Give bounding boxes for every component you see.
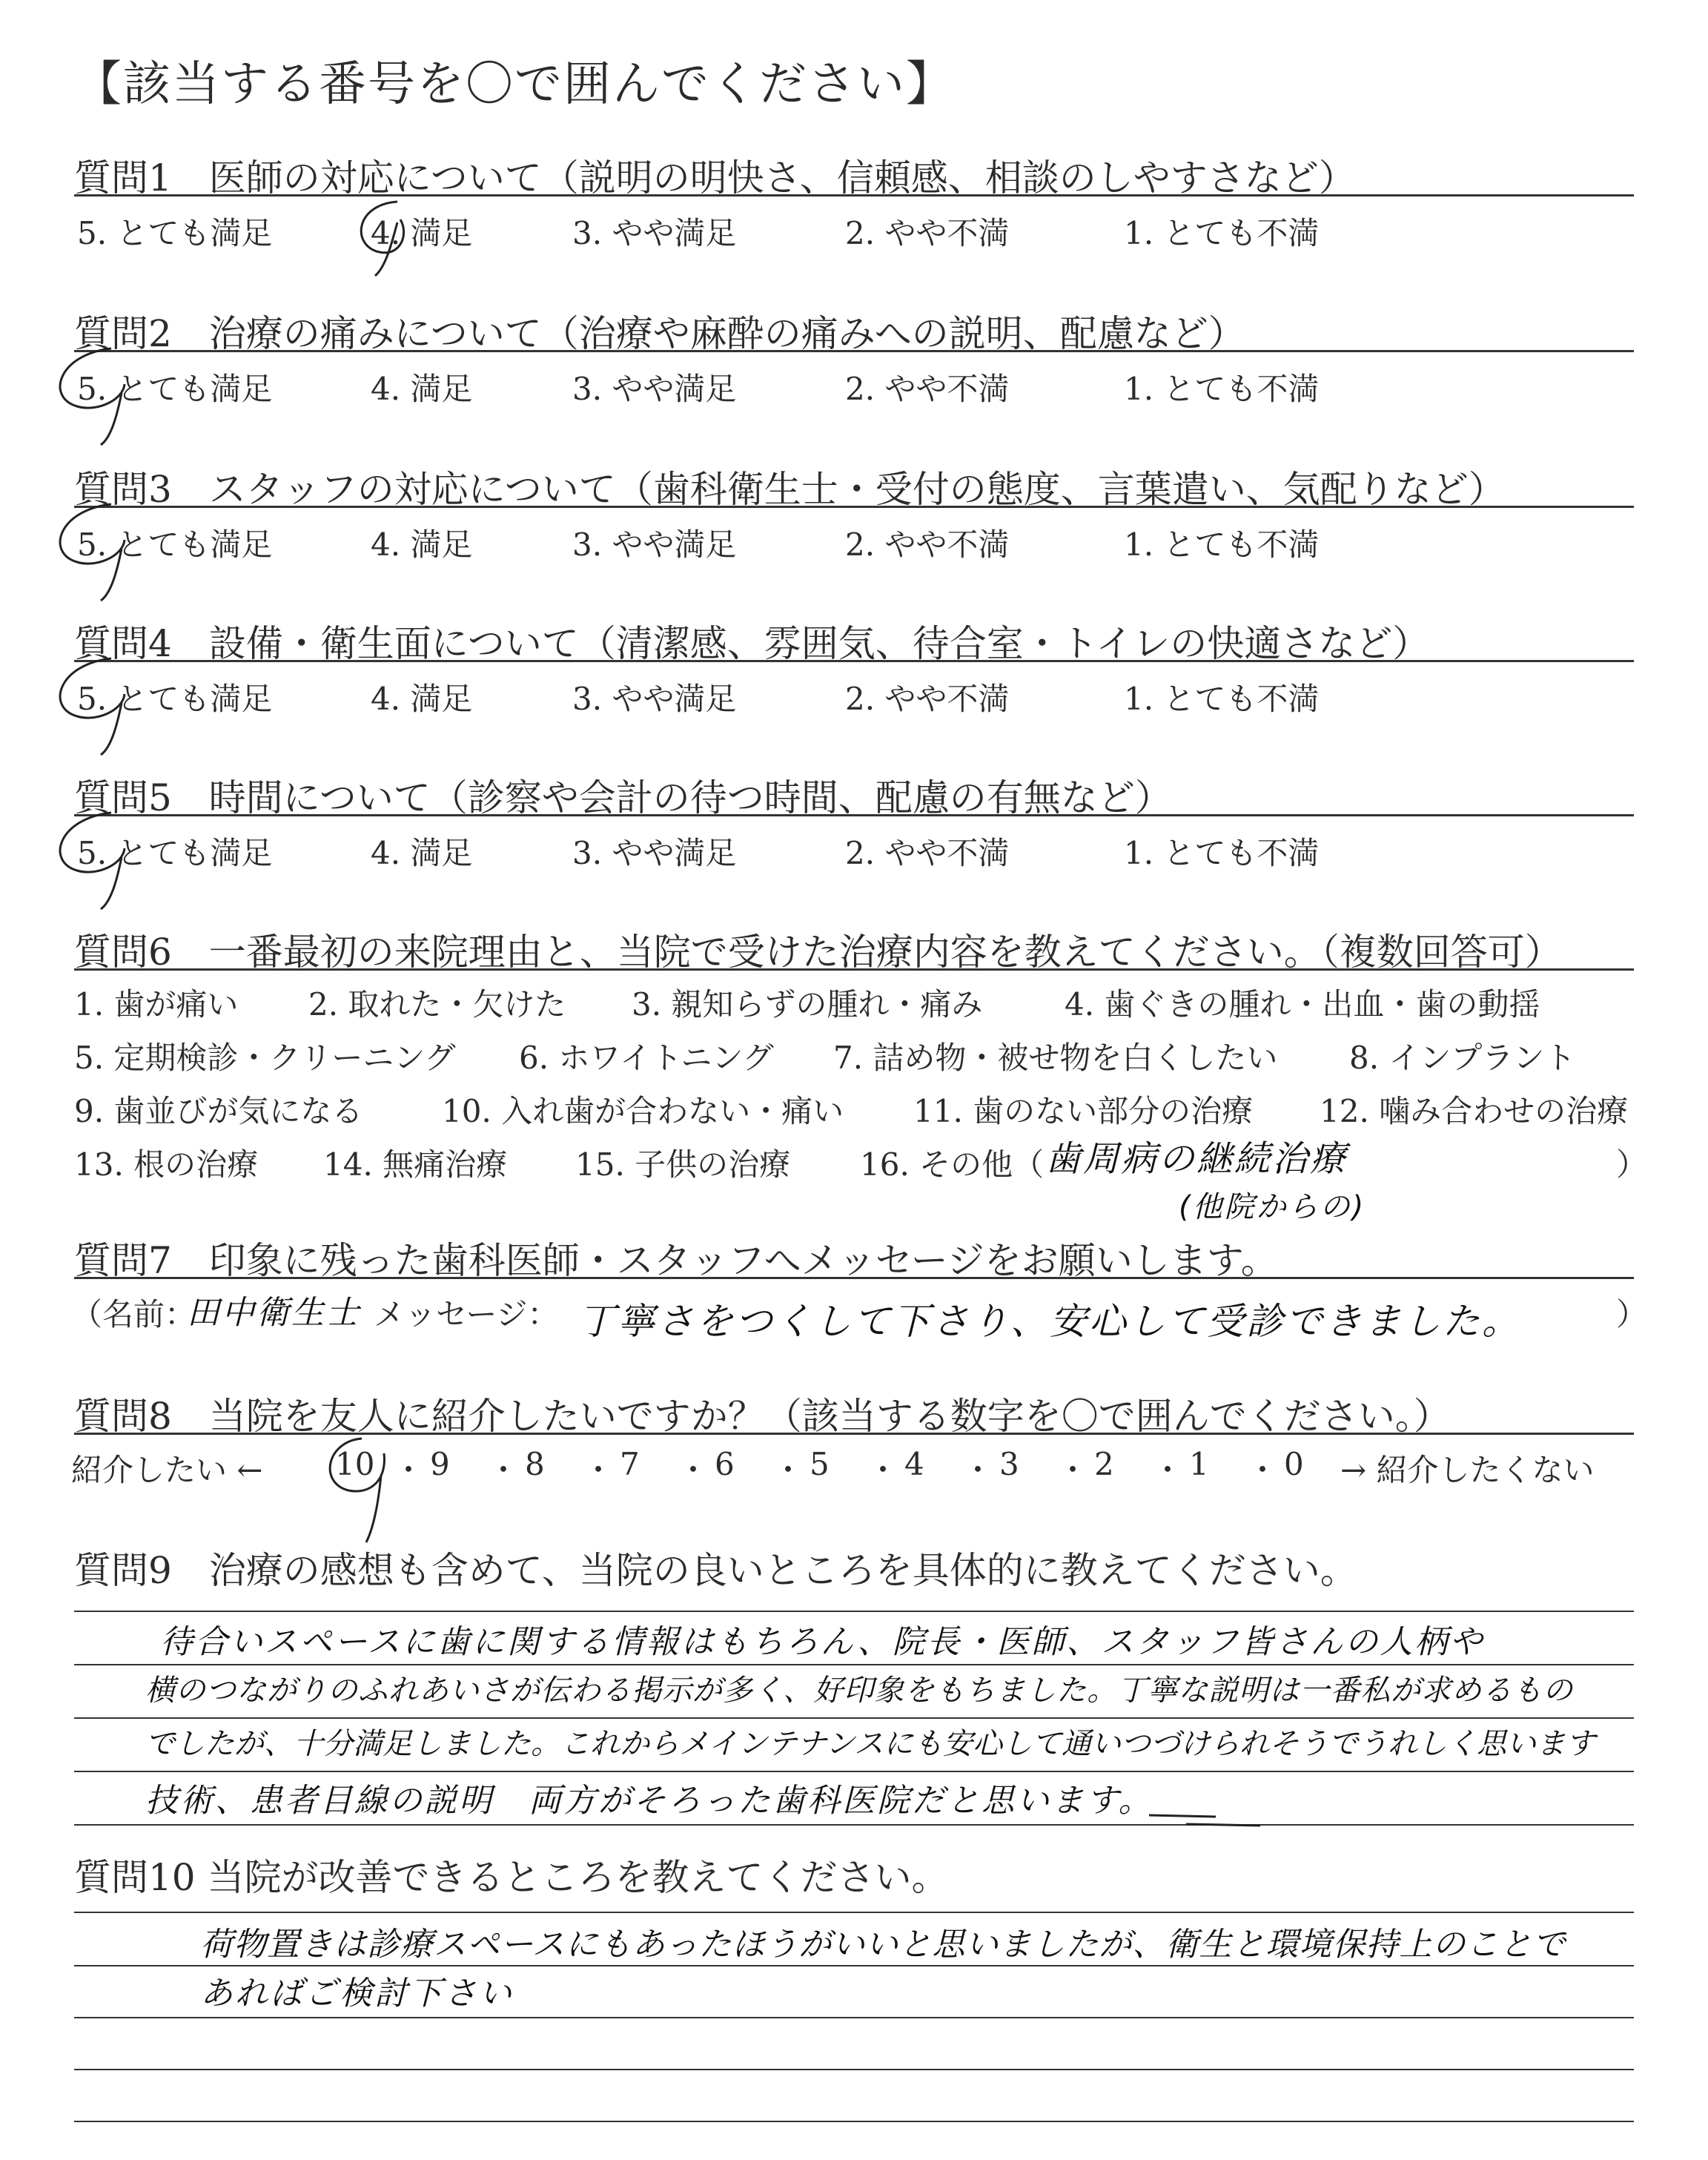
q5-option-4[interactable]: 4. 満足 [371, 835, 473, 871]
q6-other-handwriting[interactable]: 歯周病の継続治療 [1045, 1138, 1348, 1180]
q3-option-2[interactable]: 2. やや不満 [845, 526, 1010, 563]
q1-option-1[interactable]: 1. とても不満 [1124, 215, 1320, 251]
q8-scale-separator: ・ [962, 1452, 994, 1488]
q8-scale-0[interactable]: 0 [1284, 1446, 1304, 1482]
q7-message-value[interactable]: 丁寧さをつくして下さり、安心して受診できました。 [578, 1300, 1521, 1343]
q4-option-2[interactable]: 2. やや不満 [845, 681, 1010, 717]
q9-answer-line[interactable]: でしたが、十分満足しました。これからメインテナンスにも安心して通いつづけられそうでうれしく思います [145, 1727, 1595, 1761]
q1-option-3[interactable]: 3. やや満足 [572, 215, 737, 251]
q2-option-4[interactable]: 4. 満足 [371, 371, 473, 407]
q1-option-4[interactable]: 4. 満足 [371, 215, 473, 251]
q9-underline [1149, 1815, 1216, 1817]
q6-option[interactable]: 4. 歯ぐきの腫れ・出血・歯の動揺 [1065, 986, 1540, 1023]
q6-option[interactable]: 15. 子供の治療 [575, 1146, 791, 1183]
q6-option[interactable]: 13. 根の治療 [74, 1146, 259, 1183]
q1-option-2[interactable]: 2. やや不満 [845, 215, 1010, 251]
q6-option[interactable]: 6. ホワイトニング [519, 1040, 774, 1076]
q3-option-1[interactable]: 1. とても不満 [1124, 526, 1320, 563]
q10-answer-line[interactable]: あればご検討下さい [200, 1975, 514, 2012]
q8-scale-separator: ・ [1152, 1452, 1184, 1488]
question-9-title: 質問9 治療の感想も含めて、当院の良いところを具体的に教えてください。 [74, 1549, 1357, 1592]
q6-option[interactable]: 10. 入れ歯が合わない・痛い [442, 1093, 844, 1129]
question-2-title: 質問2 治療の痛みについて（治療や麻酔の痛みへの説明、配慮など） [74, 312, 1245, 355]
page-header: 【該当する番号を〇で囲んでください】 [74, 57, 955, 112]
q3-option-5[interactable]: 5. とても満足 [77, 526, 273, 563]
q8-scale-8[interactable]: 8 [525, 1446, 545, 1482]
q6-option[interactable]: 7. 詰め物・被せ物を白くしたい [833, 1040, 1278, 1076]
q6-other-close: ） [1616, 1146, 1648, 1183]
q6-option[interactable]: 8. インプラント [1349, 1040, 1576, 1076]
q8-scale-5[interactable]: 5 [810, 1446, 830, 1482]
q5-selected-circle [60, 813, 125, 909]
question-6-title: 質問6 一番最初の来院理由と、当院で受けた治療内容を教えてください。（複数回答可） [74, 931, 1562, 974]
q5-option-5[interactable]: 5. とても満足 [77, 835, 273, 871]
q8-scale-separator: ・ [488, 1452, 520, 1488]
q8-scale-1[interactable]: 1 [1189, 1446, 1209, 1482]
q8-scale-10[interactable]: 10 [335, 1446, 375, 1482]
q8-selected-circle [330, 1439, 384, 1542]
question-5-title: 質問5 時間について（診察や会計の待つ時間、配慮の有無など） [74, 776, 1172, 819]
q8-scale-separator: ・ [772, 1452, 804, 1488]
q5-option-2[interactable]: 2. やや不満 [845, 835, 1010, 871]
q8-right-label: → 紹介したくない [1340, 1452, 1595, 1488]
q8-scale-separator: ・ [583, 1452, 615, 1488]
q6-option[interactable]: 11. 歯のない部分の治療 [913, 1093, 1254, 1129]
q8-scale-4[interactable]: 4 [904, 1446, 924, 1482]
q5-option-1[interactable]: 1. とても不満 [1124, 835, 1320, 871]
q9-answer-line[interactable]: 待合いスペースに歯に関する情報はもちろん、院長・医師、スタッフ皆さんの人柄や [160, 1623, 1485, 1661]
q4-selected-circle [60, 658, 125, 755]
q7-close: ） [1616, 1296, 1648, 1332]
q8-scale-separator: ・ [1247, 1452, 1279, 1488]
q6-option[interactable]: 1. 歯が痛い [74, 986, 239, 1023]
q10-answer-line[interactable]: 荷物置きは診療スペースにもあったほうがいいと思いましたが、衛生と環境保持上のことで [200, 1926, 1566, 1964]
q8-left-label: 紹介したい ← [71, 1452, 263, 1488]
q2-option-5[interactable]: 5. とても満足 [77, 371, 273, 407]
q2-option-3[interactable]: 3. やや満足 [572, 371, 737, 407]
q2-option-1[interactable]: 1. とても不満 [1124, 371, 1320, 407]
q8-scale-separator: ・ [678, 1452, 709, 1488]
q3-option-4[interactable]: 4. 満足 [371, 526, 473, 563]
q9-answer-line[interactable]: 技術、患者目線の説明 両方がそろった歯科医院だと思います。 [145, 1782, 1153, 1820]
q6-option[interactable]: 14. 無痛治療 [323, 1146, 508, 1183]
q6-option[interactable]: 2. 取れた・欠けた [308, 986, 566, 1023]
q6-option[interactable]: 5. 定期検診・クリーニング [74, 1040, 456, 1076]
q8-scale-6[interactable]: 6 [715, 1446, 735, 1482]
q8-scale-separator: ・ [867, 1452, 899, 1488]
question-10-title: 質問10 当院が改善できるところを教えてください。 [74, 1856, 949, 1899]
question-8-title: 質問8 当院を友人に紹介したいですか？（該当する数字を〇で囲んでください。） [74, 1395, 1451, 1438]
q7-name-label: （名前： [71, 1296, 196, 1332]
q5-option-3[interactable]: 3. やや満足 [572, 835, 737, 871]
q4-option-4[interactable]: 4. 満足 [371, 681, 473, 717]
q3-option-3[interactable]: 3. やや満足 [572, 526, 737, 563]
q4-option-1[interactable]: 1. とても不満 [1124, 681, 1320, 717]
question-4-title: 質問4 設備・衛生面について（清潔感、雰囲気、待合室・トイレの快適さなど） [74, 622, 1430, 665]
q9-underline [1186, 1824, 1260, 1826]
question-3-title: 質問3 スタッフの対応について（歯科衛生士・受付の態度、言葉遣い、気配りなど） [74, 468, 1506, 511]
q1-selected-circle [361, 202, 403, 276]
q4-option-5[interactable]: 5. とても満足 [77, 681, 273, 717]
question-1-title: 質問1 医師の対応について（説明の明快さ、信頼感、相談のしやすさなど） [74, 156, 1356, 199]
question-7-title: 質問7 印象に残った歯科医師・スタッフへメッセージをお願いします。 [74, 1239, 1278, 1282]
q4-option-3[interactable]: 3. やや満足 [572, 681, 737, 717]
q6-other-handwriting-2: (他院からの) [1179, 1190, 1366, 1224]
q8-scale-separator: ・ [393, 1452, 425, 1488]
q6-option[interactable]: 3. 親知らずの腫れ・痛み [632, 986, 983, 1023]
q2-selected-circle [60, 349, 125, 445]
q8-scale-3[interactable]: 3 [999, 1446, 1019, 1482]
q9-answer-line[interactable]: 横のつながりのふれあいさが伝わる掲示が多く、好印象をもちました。丁寧な説明は一番私が求めるもの [145, 1674, 1574, 1708]
q7-message-label: メッセージ： [374, 1296, 559, 1332]
q6-option-other[interactable]: 16. その他（ [860, 1146, 1045, 1183]
q3-selected-circle [60, 504, 125, 601]
q7-name-value[interactable]: 田中衛生士 [187, 1294, 361, 1332]
q6-option[interactable]: 9. 歯並びが気になる [74, 1093, 363, 1129]
q1-option-5[interactable]: 5. とても満足 [77, 215, 273, 251]
q2-option-2[interactable]: 2. やや不満 [845, 371, 1010, 407]
q8-scale-2[interactable]: 2 [1094, 1446, 1114, 1482]
q8-scale-separator: ・ [1057, 1452, 1089, 1488]
q8-scale-9[interactable]: 9 [430, 1446, 450, 1482]
q6-option[interactable]: 12. 噛み合わせの治療 [1320, 1093, 1629, 1129]
q8-scale-7[interactable]: 7 [620, 1446, 640, 1482]
